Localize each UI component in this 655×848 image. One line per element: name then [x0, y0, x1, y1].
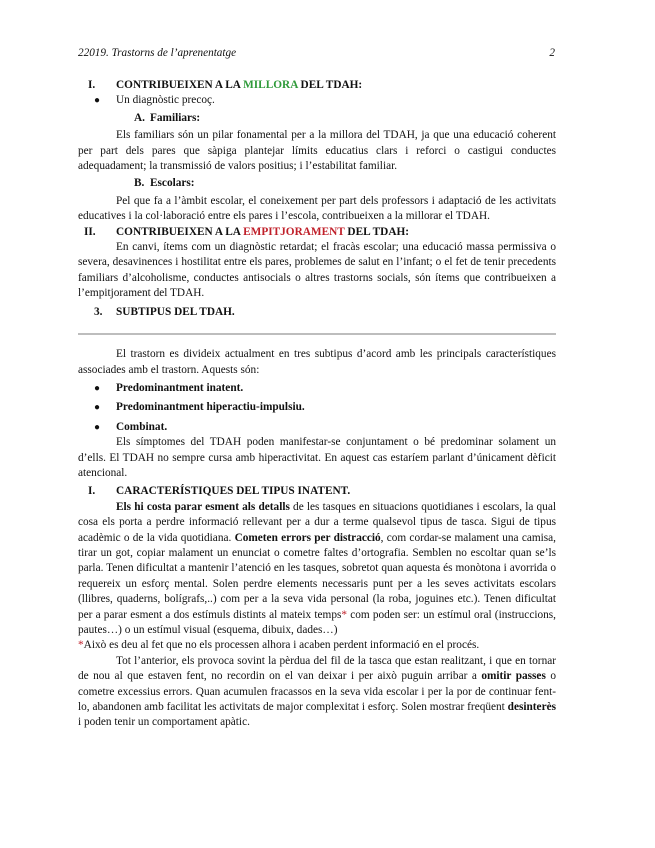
- highlight-empitjorament: EMPITJORAMENT: [243, 225, 345, 238]
- asterisk-mark: *: [78, 639, 84, 652]
- asterisk-mark: *: [341, 608, 348, 621]
- paragraph-empitjorament: En canvi, ítems com un diagnòstic retardat; el fracàs escolar; una educació massa permissiva o severa, desavinences i hostilitat entre els pares, problemes de salut en l’infant; o el fet de tenir precedents familiars d’alcoholisme, conductes antisocials o altres trastorns socials, són ítems que contribueixen a l’empitjorament del TDAH.: [78, 241, 556, 300]
- paragraph-subtipus-intro: El trastorn es divideix actualment en tres subtipus d’acord amb les principals característiques associades amb el trastorn. Aquests són:: [78, 348, 556, 376]
- highlight-millora: MILLORA: [243, 79, 298, 91]
- paragraph-conseqüencies: Tot l’anterior, els provoca sovint la pèrdua del fil de la tasca que estan realitzant, i que en tornar de nou al que estaven fent, no recordin on el van deixar i per això puguin arribar a omitir passes o cometre excessius errors. Quan acumulen fracassos en la seva vida escolar i per la por de continuar fent-lo, abandonen amb facilitat les activitats de major complexitat i esforç. Solen mostrar freqüent desinterès i poden tenir un comportament apàtic.: [78, 654, 556, 729]
- bullet-icon: ●: [94, 95, 101, 107]
- section-heading-millora: I. CONTRIBUEIXEN A LA MILLORA DEL TDAH:: [88, 79, 363, 91]
- footnote-line: *Això es deu al fet que no els processen alhora i acaben perdent informació en el procés.: [78, 639, 480, 652]
- bullet-icon: ●: [94, 382, 101, 394]
- document-body: [78, 78, 556, 731]
- subtype-item: ● Predominantment hiperactiu-impulsiu.: [78, 400, 556, 415]
- header-title: 22019. Trastorns de l’aprenentatge: [78, 47, 237, 59]
- horizontal-divider: [78, 333, 556, 335]
- paragraph-escolars: Pel que fa a l’àmbit escolar, el coneixement per part dels professors i adaptació de les activitats educatives i la col·laboració entre els pares i l’escola, contribueixen a la millorar el TDAH.: [78, 194, 556, 223]
- paragraph-inatent: Els hi costa parar esment als detalls de les tasques en situacions quotidianes i escolars, la qual cosa els porta a perdre informació rellevant per a dur a terme qualsevol tipus de tasca. Sigui de tipus acadèmic o de la vida quotidiana. Cometen errors per distracció, com cordar-se malament una camisa, tirar un got, copiar malament un enunciat o cometre faltes d’ortografia. Semblen no escoltar quan se’ls parla. Tenen dificultat a mantenir l’atenció en les tasques, sobretot quan aquesta és monòtona i avorrida o requereix un esforç mental. Solen perdre elements necessaris punt per a les seves activitats escolars (llibres, quaderns, bolígrafs,..) com per a la seva vida personal (la roba, joguines etc.). Tenen dificultat per a parar esment a dos estímuls distints al mateix temps* com poden ser: un estímul oral (instruccions, pautes…) o un estímul visual (esquema, dibuix, dades…): [78, 500, 557, 636]
- subheading-familiars: A. Familiars:: [134, 111, 201, 124]
- section-heading-subtipus: 3. SUBTIPUS DEL TDAH.: [94, 305, 235, 318]
- page-number: 2: [549, 47, 555, 59]
- paragraph-simptomes: Els símptomes del TDAH poden manifestar-se conjuntament o bé predominar solament un d’ells. El TDAH no sempre cursa amb hiperactivitat. En aquest cas estaríem parlant d’únicament dèficit atencional.: [78, 436, 556, 479]
- page-header: [78, 47, 555, 59]
- subtype-item: ● Predominantment inatent.: [78, 381, 556, 396]
- paragraph-familiars: Els familiars són un pilar fonamental per a la millora del TDAH, ja que una educació coherent per part dels pares que sàpiga plantejar límits educatius clars i reforci o castigui conductes adequadament; la transmissió de valors positius; i l’estabilitat familiar.: [78, 129, 556, 173]
- bullet-icon: ●: [94, 421, 101, 433]
- bullet-item: ● Un diagnòstic precoç.: [78, 93, 556, 108]
- section-heading-empitjorament: II. CONTRIBUEIXEN A LA EMPITJORAMENT DEL TDAH:: [84, 225, 410, 238]
- bullet-icon: ●: [94, 402, 101, 414]
- section-heading-inatent: I. CARACTERÍSTIQUES DEL TIPUS INATENT.: [88, 485, 351, 498]
- subtype-item: ● Combinat.: [78, 420, 556, 435]
- subheading-escolars: B. Escolars:: [134, 177, 195, 190]
